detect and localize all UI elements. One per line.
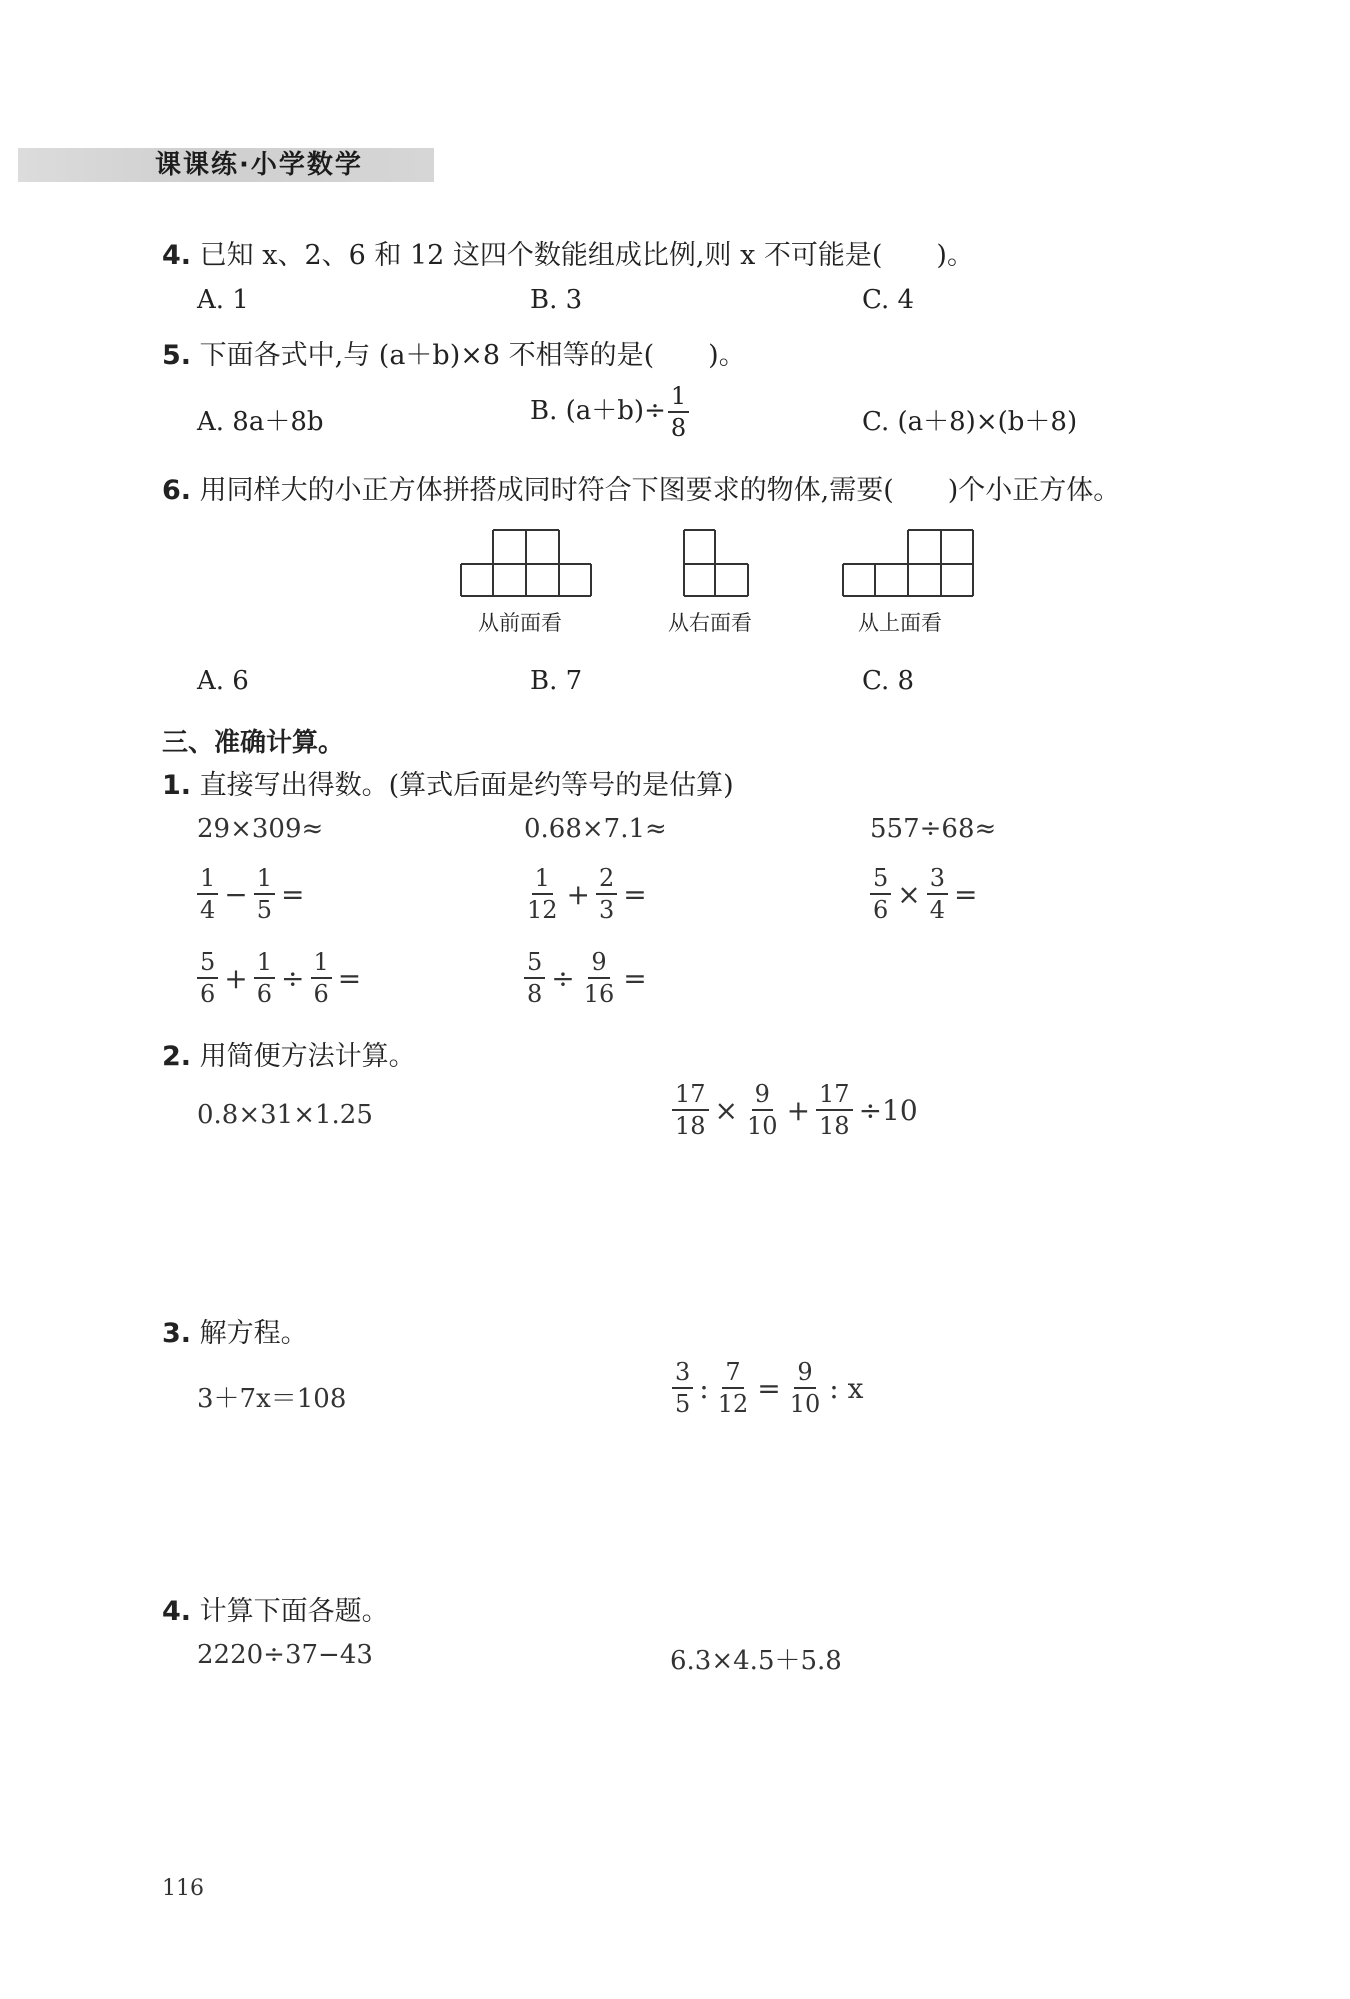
fraction xyxy=(581,950,618,1006)
q6-option-b: B. 7 xyxy=(530,666,583,696)
fraction xyxy=(816,1082,853,1138)
fraction xyxy=(197,950,218,1006)
fraction xyxy=(744,1082,781,1138)
denominator: 10 xyxy=(789,1390,821,1418)
operator: × xyxy=(714,1093,739,1127)
expr-1: 29×309≈ xyxy=(197,814,324,844)
denominator: 8 xyxy=(527,980,543,1008)
q4-option-a: A. 1 xyxy=(197,285,249,315)
p2-left-expr: 0.8×31×1.25 xyxy=(197,1100,373,1130)
operator: + xyxy=(786,1093,811,1127)
numerator: 1 xyxy=(668,384,689,413)
q6-option-a: A. 6 xyxy=(197,666,249,696)
problem-4 xyxy=(162,1589,389,1628)
p3-left-equation: 3＋7x＝108 xyxy=(197,1384,347,1414)
expr-3: 557÷68≈ xyxy=(870,814,997,844)
tail: ÷10 xyxy=(858,1093,918,1127)
option-b-prefix: B. (a＋b)÷ xyxy=(530,396,666,426)
fraction-expr-1 xyxy=(195,866,309,922)
problem-1 xyxy=(162,763,734,802)
denominator: 6 xyxy=(313,980,329,1008)
fraction-expr-4 xyxy=(195,950,365,1006)
q5-option-a: A. 8a＋8b xyxy=(197,407,324,437)
header-title: 课课练·小学数学 xyxy=(155,150,363,180)
denominator: 12 xyxy=(717,1390,749,1418)
numerator: 1 xyxy=(311,950,332,979)
numerator: 2 xyxy=(596,866,617,895)
equals: = xyxy=(281,877,305,911)
fraction xyxy=(672,1082,709,1138)
top-view-diagram xyxy=(842,528,974,598)
p4-right-expr: 6.3×4.5＋5.8 xyxy=(670,1646,842,1676)
numerator: 17 xyxy=(672,1082,709,1111)
question-5 xyxy=(162,333,746,372)
numerator: 3 xyxy=(672,1360,693,1389)
equals: = xyxy=(623,961,647,995)
fraction-expr-3 xyxy=(868,866,982,922)
p3-right-equation xyxy=(670,1360,867,1416)
numerator: 9 xyxy=(752,1082,773,1111)
equals: = xyxy=(954,877,978,911)
denominator: 6 xyxy=(200,980,216,1008)
view-label-front: 从前面看 xyxy=(478,611,562,635)
operator: ÷ xyxy=(281,961,305,995)
fraction xyxy=(524,950,545,1006)
fraction xyxy=(668,384,689,440)
numerator: 1 xyxy=(254,866,275,895)
numerator: 9 xyxy=(588,950,609,979)
denominator: 4 xyxy=(929,896,946,924)
problem-text: 用简便方法计算。 xyxy=(199,1041,416,1072)
problem-text: 解方程。 xyxy=(199,1318,308,1349)
fraction xyxy=(870,866,891,922)
fraction xyxy=(596,866,617,922)
p2-right-expr xyxy=(670,1082,922,1138)
fraction xyxy=(927,866,948,922)
denominator: 6 xyxy=(256,980,273,1008)
tail: : x xyxy=(829,1371,864,1405)
fraction xyxy=(254,950,275,1006)
denominator: 18 xyxy=(675,1112,706,1140)
operator: − xyxy=(224,877,248,911)
denominator: 4 xyxy=(200,896,216,924)
denominator: 12 xyxy=(527,896,558,924)
operator: × xyxy=(897,877,921,911)
problem-number: 2. xyxy=(162,1041,192,1072)
section-title: 三、准确计算。 xyxy=(162,728,345,758)
equals: = xyxy=(623,877,647,911)
question-6 xyxy=(162,468,1120,507)
expr-2: 0.68×7.1≈ xyxy=(524,814,667,844)
problem-number: 3. xyxy=(162,1318,192,1349)
question-number: 4. xyxy=(162,240,192,271)
page-number: 116 xyxy=(162,1876,204,1901)
fraction-expr-2 xyxy=(522,866,651,922)
problem-3 xyxy=(162,1311,308,1350)
operator: + xyxy=(566,877,591,911)
fraction-expr-5 xyxy=(522,950,651,1006)
problem-text: 计算下面各题。 xyxy=(199,1596,389,1627)
question-text: 已知 x、2、6 和 12 这四个数能组成比例,则 x 不可能是( )。 xyxy=(199,240,974,271)
question-number: 5. xyxy=(162,340,192,371)
denominator: 16 xyxy=(583,980,615,1008)
numerator: 1 xyxy=(532,866,553,895)
q4-option-c: C. 4 xyxy=(862,285,915,315)
denominator: 10 xyxy=(747,1112,778,1140)
operator: ÷ xyxy=(551,961,575,995)
question-number: 6. xyxy=(162,475,192,506)
fraction xyxy=(197,866,218,922)
view-label-top: 从上面看 xyxy=(858,611,942,635)
question-4 xyxy=(162,233,974,272)
denominator: 8 xyxy=(670,414,687,442)
problem-number: 4. xyxy=(162,1596,192,1627)
q5-option-b xyxy=(530,384,691,440)
denominator: 18 xyxy=(819,1112,850,1140)
operator: + xyxy=(224,961,248,995)
fraction xyxy=(672,1360,693,1416)
p4-left-expr: 2220÷37−43 xyxy=(197,1640,373,1670)
equals: = xyxy=(757,1371,781,1405)
denominator: 5 xyxy=(256,896,273,924)
view-label-right: 从右面看 xyxy=(668,611,752,635)
numerator: 1 xyxy=(197,866,218,895)
numerator: 1 xyxy=(254,950,275,979)
fraction xyxy=(715,1360,752,1416)
denominator: 5 xyxy=(675,1390,691,1418)
denominator: 3 xyxy=(599,896,615,924)
fraction xyxy=(311,950,332,1006)
question-text: 用同样大的小正方体拼搭成同时符合下图要求的物体,需要( )个小正方体。 xyxy=(199,475,1121,506)
fraction xyxy=(787,1360,824,1416)
problem-text: 直接写出得数。(算式后面是约等号的是估算) xyxy=(199,770,734,801)
denominator: 6 xyxy=(873,896,889,924)
fraction xyxy=(254,866,275,922)
numerator: 5 xyxy=(524,950,545,979)
q4-option-b: B. 3 xyxy=(530,285,583,315)
problem-number: 1. xyxy=(162,770,192,801)
problem-2 xyxy=(162,1034,416,1073)
q5-option-c: C. (a＋8)×(b＋8) xyxy=(862,407,1078,437)
fraction xyxy=(524,866,561,922)
numerator: 9 xyxy=(794,1360,815,1389)
equals: = xyxy=(337,961,362,995)
front-view-diagram xyxy=(460,528,592,598)
q6-option-c: C. 8 xyxy=(862,666,915,696)
numerator: 17 xyxy=(816,1082,853,1111)
numerator: 7 xyxy=(722,1360,743,1389)
right-view-diagram xyxy=(682,528,750,598)
numerator: 5 xyxy=(870,866,891,895)
numerator: 5 xyxy=(197,950,218,979)
question-text: 下面各式中,与 (a＋b)×8 不相等的是( )。 xyxy=(199,340,746,371)
ratio-colon: : xyxy=(699,1371,709,1405)
numerator: 3 xyxy=(927,866,948,895)
